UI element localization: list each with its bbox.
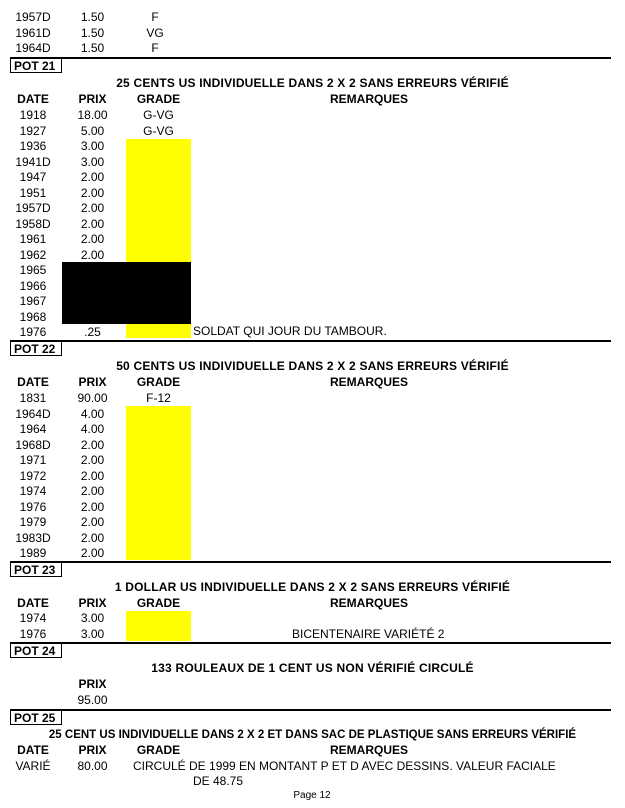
pot-21-remark: SOLDAT QUI JOUR DU TAMBOUR. xyxy=(193,324,387,338)
prix-cell: 80.00 xyxy=(77,759,108,773)
grade-cell xyxy=(126,500,191,515)
pot-24-title: 133 ROULEAUX DE 1 CENT US NON VÉRIFIÉ CIRCULÉ xyxy=(151,661,474,675)
grade-cell: G-VG xyxy=(143,108,174,122)
prix-cell: 2.00 xyxy=(80,515,105,529)
prix-header: PRIX xyxy=(78,743,107,757)
date-cell: 1936 xyxy=(19,139,47,153)
grade-cell xyxy=(126,155,191,170)
grade-cell xyxy=(126,139,191,154)
grade-cell xyxy=(126,484,191,499)
prix-cell: 90.00 xyxy=(77,391,108,405)
prix-cell: 95.00 xyxy=(77,693,108,707)
grade-cell xyxy=(126,453,191,468)
grade-header: GRADE xyxy=(136,743,181,757)
section-divider xyxy=(10,642,611,644)
date-cell: 1958D xyxy=(15,216,51,231)
prix-cell: .25 xyxy=(84,325,101,339)
grade-cell: F xyxy=(151,10,159,24)
date-cell: 1974 xyxy=(19,484,47,498)
pot-22-label: POT 22 xyxy=(10,341,62,356)
date-cell: 1961D xyxy=(15,26,51,40)
prix-header: PRIX xyxy=(78,596,107,610)
grade-cell xyxy=(126,515,191,530)
prix-header: PRIX xyxy=(78,375,107,389)
prix-cell xyxy=(70,294,115,309)
section-divider xyxy=(10,340,611,342)
prix-cell: 5.00 xyxy=(80,123,105,138)
date-cell: 1951 xyxy=(19,185,47,200)
grade-cell xyxy=(126,201,191,216)
pot-25-remark-line2: DE 48.75 xyxy=(193,774,244,788)
prix-cell: 2.00 xyxy=(80,546,105,560)
grade-cell xyxy=(126,232,191,247)
grade-cell xyxy=(126,263,191,278)
grade-cell xyxy=(126,186,191,201)
grade-cell xyxy=(126,325,191,340)
grade-cell xyxy=(126,422,191,437)
section-divider xyxy=(10,709,611,711)
date-cell: 1976 xyxy=(19,499,47,514)
grade-cell: F-12 xyxy=(146,391,171,405)
date-cell: 1957D xyxy=(15,10,51,24)
prix-cell: 2.00 xyxy=(80,185,105,200)
grade-cell xyxy=(126,531,191,546)
grade-cell xyxy=(126,611,191,626)
pot-21-title: 25 CENTS US INDIVIDUELLE DANS 2 X 2 SANS ERREURS VÉRIFIÉ xyxy=(116,76,509,90)
date-cell: 1918 xyxy=(19,108,47,122)
prix-cell: 3.00 xyxy=(80,154,105,169)
date-cell: 1831 xyxy=(19,391,47,405)
pot-24-label: POT 24 xyxy=(10,643,62,658)
prix-cell: 4.00 xyxy=(80,406,105,421)
prix-cell xyxy=(70,310,115,325)
prix-cell: 2.00 xyxy=(80,437,105,452)
prix-cell xyxy=(70,279,115,294)
prix-cell: 2.00 xyxy=(80,499,105,514)
date-cell: 1947 xyxy=(19,170,47,184)
grade-cell xyxy=(126,438,191,453)
pot-21-label: POT 21 xyxy=(10,58,62,73)
prix-cell: 2.00 xyxy=(80,530,105,545)
grade-cell: F xyxy=(151,41,159,55)
grade-header: GRADE xyxy=(136,92,181,106)
date-cell: 1979 xyxy=(19,515,47,529)
grade-cell xyxy=(126,217,191,232)
prix-cell: 3.00 xyxy=(80,627,105,641)
date-cell: 1989 xyxy=(19,546,47,560)
date-cell: 1967 xyxy=(19,294,47,308)
prix-cell: 2.00 xyxy=(80,453,105,467)
grade-header: GRADE xyxy=(136,375,181,389)
prix-header: PRIX xyxy=(78,92,107,106)
pot-22-title: 50 CENTS US INDIVIDUELLE DANS 2 X 2 SANS ERREURS VÉRIFIÉ xyxy=(116,359,509,373)
prix-cell: 3.00 xyxy=(80,611,105,625)
date-cell: 1964D xyxy=(15,406,51,421)
date-cell: 1971 xyxy=(19,453,47,467)
date-cell: 1964D xyxy=(15,41,51,55)
date-cell: 1968 xyxy=(19,309,47,324)
prix-cell: 1.50 xyxy=(80,26,105,40)
date-cell: 1972 xyxy=(19,468,47,483)
date-header: DATE xyxy=(17,375,49,389)
grade-cell xyxy=(126,310,191,325)
date-header: DATE xyxy=(17,743,49,757)
pot-23-label: POT 23 xyxy=(10,562,62,577)
pot-25-remark-line1: CIRCULÉ DE 1999 EN MONTANT P ET D AVEC DESSINS. VALEUR FACIALE xyxy=(133,759,556,773)
grade-cell xyxy=(126,170,191,185)
date-cell: 1927 xyxy=(19,123,47,138)
prix-cell: 18.00 xyxy=(77,108,108,122)
pot-25-label: POT 25 xyxy=(10,710,62,725)
grade-cell xyxy=(126,248,191,263)
section-divider xyxy=(10,561,611,563)
date-cell: 1965 xyxy=(19,263,47,277)
grade-cell xyxy=(126,469,191,484)
grade-cell xyxy=(126,294,191,309)
grade-header: GRADE xyxy=(136,596,181,610)
prix-cell: 2.00 xyxy=(80,201,105,215)
prix-cell xyxy=(70,263,115,278)
prix-cell: 2.00 xyxy=(80,484,105,498)
grade-cell xyxy=(126,627,191,642)
prix-header: PRIX xyxy=(78,677,107,691)
prix-cell: 2.00 xyxy=(80,468,105,483)
prix-cell: 1.50 xyxy=(80,10,105,24)
grade-cell xyxy=(126,407,191,422)
prix-cell: 1.50 xyxy=(80,41,105,55)
date-cell: 1983D xyxy=(15,530,51,545)
remarques-header: REMARQUES xyxy=(330,596,409,610)
prix-cell: 2.00 xyxy=(80,232,105,246)
date-cell: 1962 xyxy=(19,247,47,262)
grade-cell: VG xyxy=(146,26,164,40)
date-cell: 1961 xyxy=(19,232,47,246)
date-cell: 1974 xyxy=(19,611,47,625)
grade-cell: G-VG xyxy=(143,123,174,138)
date-header: DATE xyxy=(17,92,49,106)
date-cell: 1941D xyxy=(15,154,51,169)
prix-cell: 4.00 xyxy=(80,422,105,436)
grade-cell xyxy=(126,279,191,294)
prix-cell: 2.00 xyxy=(80,170,105,184)
date-header: DATE xyxy=(17,596,49,610)
prix-cell: 2.00 xyxy=(80,247,105,262)
grade-cell xyxy=(126,546,191,561)
prix-cell: 2.00 xyxy=(80,216,105,231)
date-cell: 1957D xyxy=(15,201,51,215)
section-divider xyxy=(10,57,611,59)
date-cell: 1976 xyxy=(19,325,47,339)
remarques-header: REMARQUES xyxy=(330,92,409,106)
date-cell: 1968D xyxy=(15,437,51,452)
date-cell: VARIÉ xyxy=(15,759,51,773)
remarques-header: REMARQUES xyxy=(330,375,409,389)
pot-23-title: 1 DOLLAR US INDIVIDUELLE DANS 2 X 2 SANS ERREURS VÉRIFIÉ xyxy=(114,580,511,594)
page-number: Page 12 xyxy=(293,790,331,801)
date-cell: 1976 xyxy=(19,627,47,641)
pot-25-title: 25 CENT US INDIVIDUELLE DANS 2 X 2 ET DANS SAC DE PLASTIQUE SANS ERREURS VÉRIFIÉ xyxy=(48,729,577,741)
date-cell: 1964 xyxy=(19,422,47,436)
prix-cell: 3.00 xyxy=(80,139,105,153)
date-cell: 1966 xyxy=(19,278,47,293)
pot-23-remark: BICENTENAIRE VARIÉTÉ 2 xyxy=(292,627,445,641)
remarques-header: REMARQUES xyxy=(330,743,409,757)
